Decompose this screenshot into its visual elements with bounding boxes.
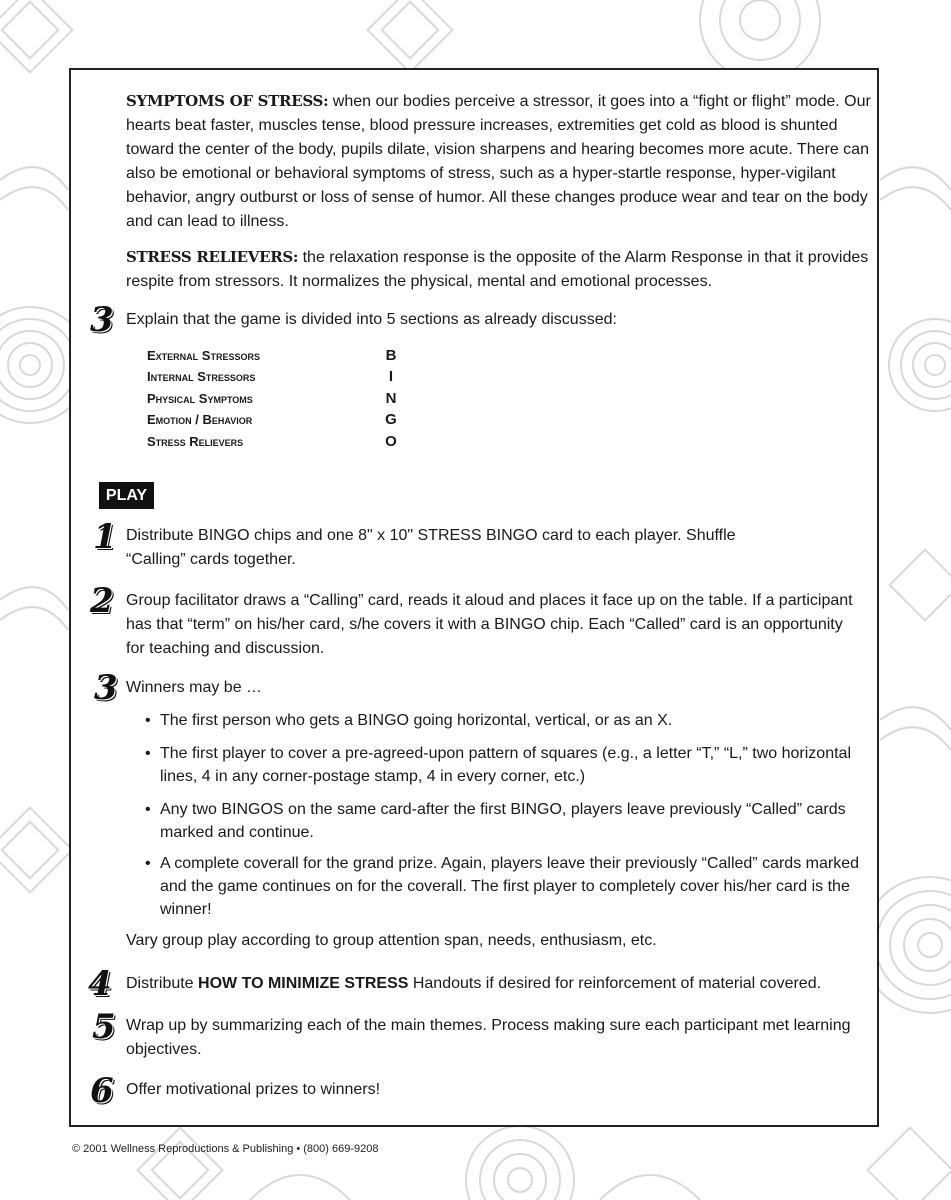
bullet-dot: • <box>145 855 151 872</box>
step4-pre: Distribute <box>126 975 199 992</box>
symptoms-heading: SYMPTOMS OF STRESS: <box>126 92 329 110</box>
section-letter: O <box>385 433 397 450</box>
relievers-paragraph <box>126 245 871 294</box>
step-number: 6 <box>90 1071 114 1111</box>
bullet-dot: • <box>145 801 151 818</box>
step1-text: Distribute BINGO chips and one 8" x 10" STRESS BINGO card to each player. Shuffle “Calling” cards together. <box>126 527 736 568</box>
section-label: Emotion / Behavior <box>147 412 253 427</box>
step-number: 1 <box>93 517 117 557</box>
step-number: 3 <box>94 668 118 708</box>
section-row <box>147 431 407 452</box>
winner-text: Any two BINGOS on the same card-after the first BINGO, players leave previously “Called” cards marked and continue. <box>160 801 846 841</box>
relievers-body: the relaxation response is the opposite of the Alarm Response in that it provides respite from stressors. It normalizes the physical, mental and emotional processes. <box>126 249 869 290</box>
winner-bullet <box>145 852 865 921</box>
vary-text: Vary group play according to group attention span, needs, enthusiasm, etc. <box>126 932 657 949</box>
winner-bullet <box>145 798 865 844</box>
section-label: Internal Stressors <box>147 369 256 384</box>
step2-text: Group facilitator draws a “Calling” card, reads it aloud and places it face up on the table. If a participant has that “term” on his/her card, s/he covers it with a BINGO chip. Each “Called” card is an opportunity for teaching and discussion. <box>126 592 853 657</box>
winner-bullet <box>145 742 865 788</box>
section-row <box>147 409 407 430</box>
section-row <box>147 366 407 387</box>
symptoms-paragraph <box>126 89 871 234</box>
symptoms-body: when our bodies perceive a stressor, it goes into a “fight or flight” mode. Our hearts beat faster, muscles tense, blood pressure increases, extremities get cold as blood is shunted toward the center of the body, pupils dilate, vision sharpens and hearing becomes more acute. There can also be emotional or behavioral symptoms of stress, such as a hyper-startle response, hyper-vigilant behavior, angry outburst or loss of sense of humor. All these changes produce wear and tear on the body and can lead to illness. <box>126 93 871 230</box>
section-label: External Stressors <box>147 348 260 363</box>
section-letter: N <box>385 390 397 407</box>
step-number: 5 <box>92 1007 116 1047</box>
section-label: Physical Symptoms <box>147 391 253 406</box>
play-badge: PLAY <box>99 482 154 509</box>
winner-text: A complete coverall for the grand prize. Again, players leave their previously “Called” cards marked and the game continues on for the coverall. The first player to completely cover his/her card is the winner! <box>160 855 859 918</box>
section-label: Stress Relievers <box>147 434 244 449</box>
step-number: 3 <box>90 300 114 340</box>
section-letter: B <box>385 347 397 364</box>
step5-text: Wrap up by summarizing each of the main themes. Process making sure each participant met learning objectives. <box>126 1017 851 1058</box>
section-row <box>147 345 407 366</box>
winner-text: The first player to cover a pre-agreed-upon pattern of squares (e.g., a letter “T,” “L,” two horizontal lines, 4 in any corner-postage stamp, 4 in every corner, etc.) <box>160 745 851 785</box>
step3-text: Winners may be … <box>126 679 263 696</box>
step4-bold: HOW TO MINIMIZE STRESS <box>198 975 409 992</box>
bullet-dot: • <box>145 712 151 729</box>
bullet-dot: • <box>145 745 151 762</box>
section-row <box>147 388 407 409</box>
winner-bullet <box>145 709 865 732</box>
winner-text: The first person who gets a BINGO going horizontal, vertical, or as an X. <box>160 712 673 729</box>
step-number: 4 <box>88 964 112 1004</box>
step3-intro-text: Explain that the game is divided into 5 sections as already discussed: <box>126 311 617 328</box>
section-letter: I <box>388 368 394 385</box>
section-letter: G <box>385 411 397 428</box>
relievers-heading: STRESS RELIEVERS: <box>126 248 299 266</box>
step-number: 2 <box>90 581 114 621</box>
step4-text <box>126 972 871 996</box>
step6-text: Offer motivational prizes to winners! <box>126 1081 381 1098</box>
footer-copyright: © 2001 Wellness Reproductions & Publishing • (800) 669-9208 <box>72 1143 379 1155</box>
step4-post: Handouts if desired for reinforcement of material covered. <box>408 975 822 992</box>
